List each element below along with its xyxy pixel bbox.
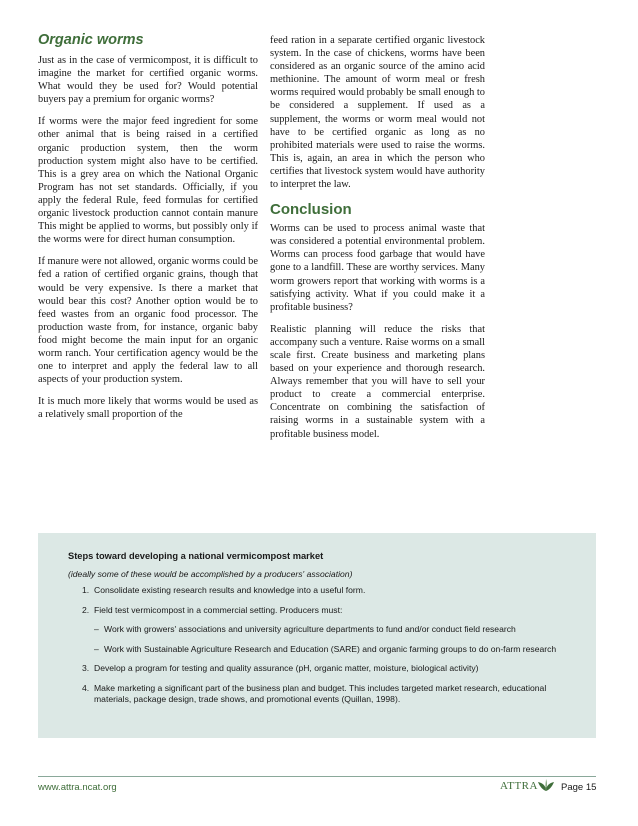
paragraph: Worms can be used to process animal waste that was considered a potential environmental problem. Worms can process food garbage that would have gone to a landfill. These are worthy services. Many worm growers report that working with worms is a satisfying activity. What if you could make it a profitable business?: [270, 223, 485, 313]
list-item: [82, 585, 582, 597]
section-heading-organic-worms: Organic worms: [38, 32, 144, 48]
box-subtitle: (ideally some of these would be accomplished by a producers' association): [68, 569, 353, 579]
list-item: [82, 683, 582, 706]
step-number: 3.: [82, 663, 90, 673]
left-column: [38, 30, 258, 430]
paragraph: feed ration in a separate certified organic livestock system. In the case of chickens, worms have been considered as an organic source of the amino acid methionine. The amount of worm meal or fresh worms required would probably be small enough to be considered a supplement. If used as a supplement, the worms or worm meal would not have to be certified organic as long as no prohibited materials were used to raise the worms. This is, again, an area in which the person who certifies that livestock system would have authority to interpret the law.: [270, 35, 485, 191]
box-title: Steps toward developing a national vermicompost market: [68, 551, 324, 561]
step-text: Develop a program for testing and quality assurance (pH, organic matter, moisture, biological activity): [94, 663, 479, 673]
dash-marker: –: [94, 643, 99, 654]
paragraph: If worms were the major feed ingredient for some other animal that is being raised in a certified organic production system, then the worm production system might also have to be certified. This is a grey area on which the National Organic Program has not set standards. Officially, if you apply the federal Rule, feed formulas for certified organic livestock production cannot contain manure This might be applied to worms, but possibly only if the worms were for direct human consumption.: [38, 116, 258, 246]
paragraph: Realistic planning will reduce the risks that accompany such a venture. Raise worms on a small scale first. Create business and marketing plans based on your experience and thorough research. Always remember that you will have to sell your product to create a commercial enterprise. Concentrate on combining the satisfaction of raising worms in a sustainable system with a profitable business model.: [270, 323, 485, 440]
sub-item-text: Work with growers' associations and university agriculture departments to fund and/or conduct field research: [104, 624, 516, 634]
dash-marker: –: [94, 624, 99, 634]
step-text: Make marketing a significant part of the business plan and budget. This includes targeted market research, educational materials, package design, trade shows, and promotional events (Quillan, 1998).: [94, 682, 547, 704]
step-number: 1.: [82, 585, 90, 595]
steps-sidebar-box: [38, 533, 596, 738]
footer-divider: [38, 776, 596, 777]
step-number: 4.: [82, 682, 90, 693]
footer-url-link[interactable]: www.attra.ncat.org: [38, 782, 117, 793]
paragraph: If manure were not allowed, organic worms could be fed a ration of certified organic grains, though that would be very expensive. Is there a market that would bear this cost? Another option would be to feed wastes from an organic food processor. The production waste from, for instance, organic baby food might become the main input for an organic worm ranch. Your certification agency would be the one to interpret and apply the federal law to all aspects of your production system.: [38, 256, 258, 386]
section-heading-conclusion: Conclusion: [270, 201, 352, 219]
leaf-logo-icon: [537, 778, 555, 792]
sub-item-text: Work with Sustainable Agriculture Research and Education (SARE) and organic farming groups to do on-farm research: [104, 643, 557, 654]
step-text: Field test vermicompost in a commercial setting. Producers must:: [94, 604, 343, 615]
right-column: [270, 34, 485, 450]
paragraph: It is much more likely that worms would be used as a relatively small proportion of the: [38, 396, 258, 421]
sub-list-item: [94, 624, 582, 636]
sub-list-item: [94, 644, 582, 656]
paragraph: Just as in the case of vermicompost, it is difficult to imagine the market for certified organic worms. What would they be used for? Would potential buyers pay a premium for organic worms?: [38, 55, 258, 106]
list-item: [82, 605, 582, 617]
step-text: Consolidate existing research results and knowledge into a useful form.: [94, 585, 366, 595]
step-number: 2.: [82, 604, 90, 615]
list-item: [82, 663, 582, 675]
footer-brand: ATTRA: [500, 780, 538, 792]
steps-list: [82, 585, 582, 714]
page-number: Page 15: [561, 782, 597, 793]
